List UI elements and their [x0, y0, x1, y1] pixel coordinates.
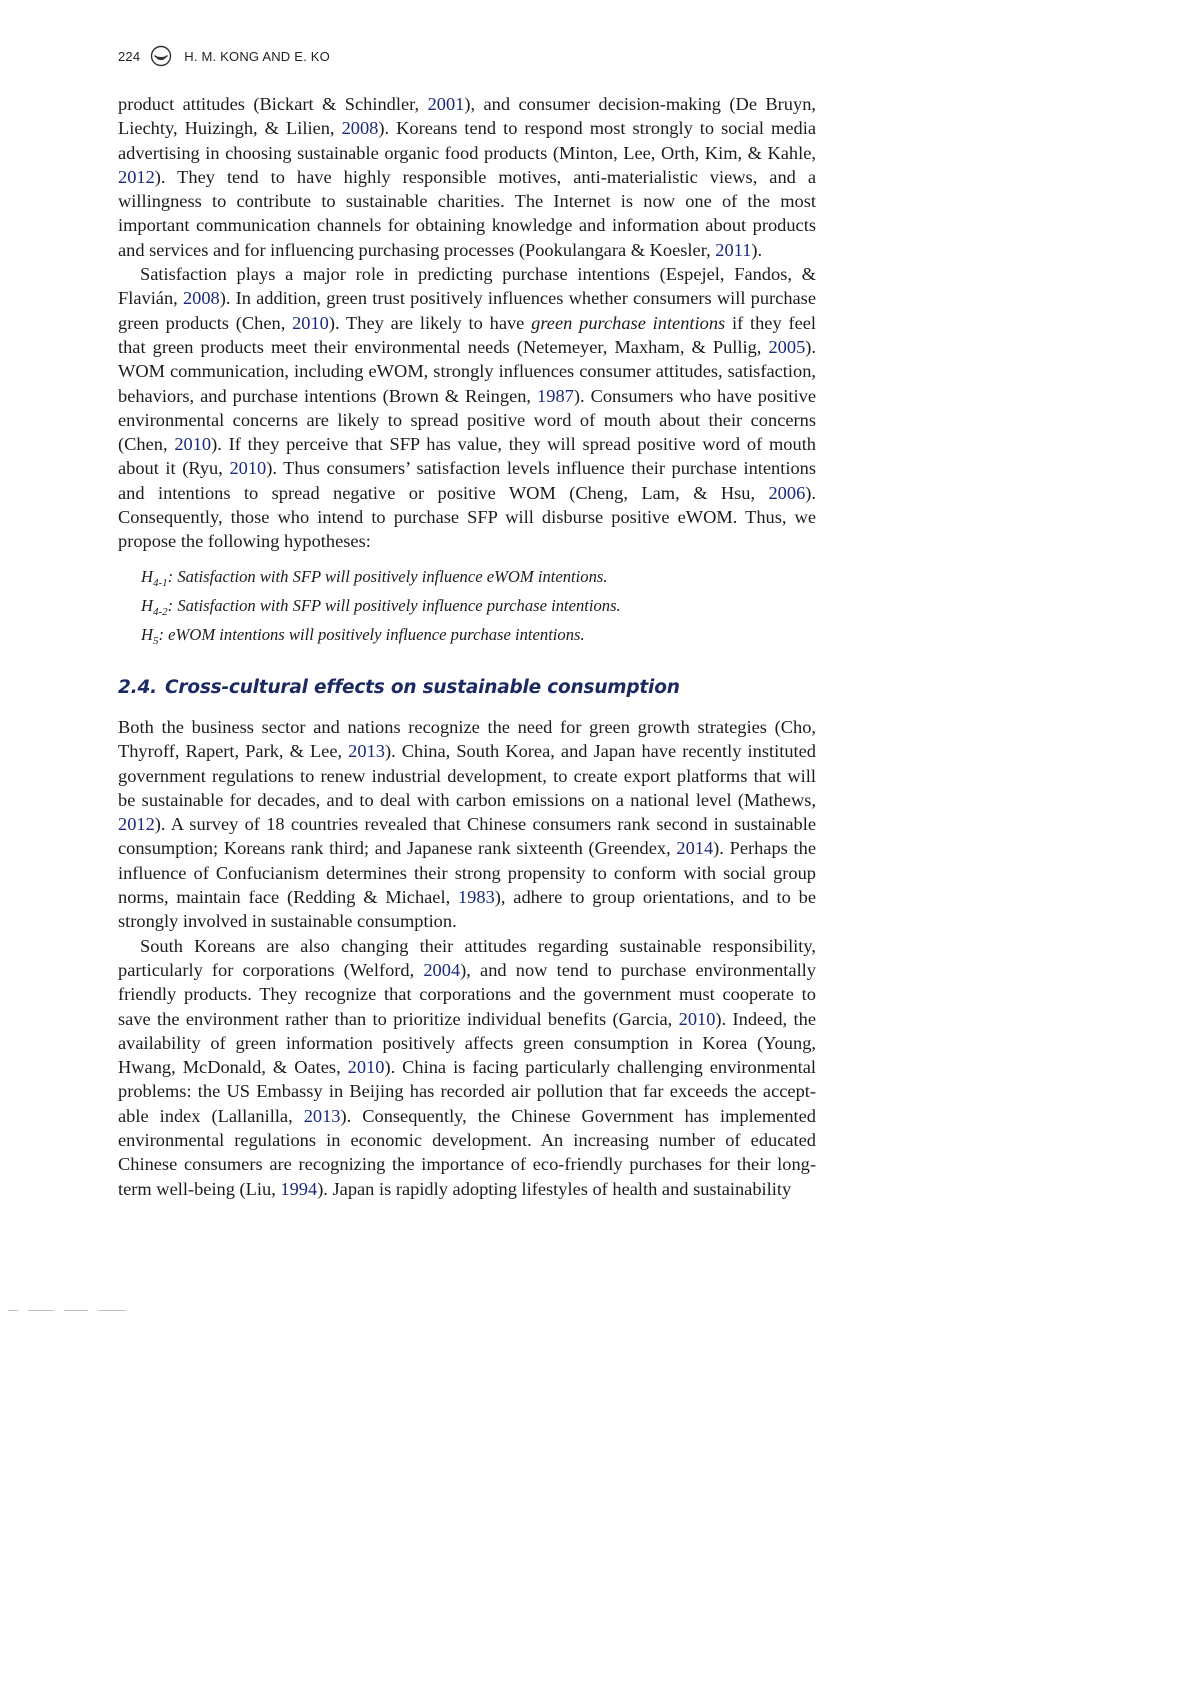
citation-year-link[interactable]: 2010 — [292, 312, 329, 333]
emphasis-text: green purchase intentions — [531, 312, 726, 333]
hypothesis-item: $H_5$: eWOM intentions will positively influence purchase intentions. — [141, 624, 585, 647]
citation-year-link[interactable]: 2010 — [347, 1057, 385, 1078]
hypothesis-item: $H_{4-1}$: Satisfaction with SFP will positively influence eWOM intentions. — [141, 566, 608, 589]
section-title: Cross-cultural effects on sustainable consumption — [165, 676, 680, 698]
citation-year-link[interactable]: 2010 — [229, 458, 267, 479]
citation-year-link[interactable]: 2006 — [768, 482, 806, 503]
running-head — [118, 45, 330, 67]
hypothesis-list — [118, 562, 816, 649]
citation-year-link[interactable]: 2001 — [427, 94, 465, 114]
paragraph: Both the business sector and nations recognize the need for green growth strategies (Cho, Thyroff, Rapert, Park, & Lee, 2013). China, South Korea, and Japan have recently instituted government regulations to renew industrial development, to create export platforms that will be sustainable for decades, and to deal with carbon emissions on a national level (Mathews, 2012). A survey of 18 countries revealed that Chinese consumers rank second in sustainable consumption; Koreans rank third; and Japanese rank sixteenth (Greendex, 2014). Perhaps the influence of Confucianism determines their strong propensity to conform with social group norms, maintain face (Redding & Michael, 1983), adhere to group orientations, and to be strongly involved in sustainable consumption. — [118, 716, 816, 932]
section-number: 2.4. — [118, 676, 158, 698]
paragraph: Satisfaction plays a major role in predicting purchase intentions (Espejel, Fandos, & Flavián, 2008). In addition, green trust positively influences whether consumers will purchase green products (Chen, 2010). They are likely to have green purchase intentions if they feel that green products meet their environmental needs (Netemeyer, Maxham, & Pullig, 2005). WOM communication, including eWOM, strongly influences consumer attitudes, satisfaction, behaviors, and purchase intentions (Brown & Reingen, 1987). Consumers who have positive environmental concerns are likely to spread positive word of mouth about their concerns (Chen, 2010). If they perceive that SFP has value, they will spread positive word of mouth about it (Ryu, 2010). Thus consumers’ satisfaction levels influence their purchase intentions and intentions to spread negative or positive WOM (Cheng, Lam, & Hsu, 2006). Consequently, those who intend to purchase SFP will disburse positive eWOM. Thus, we propose the following hypotheses: — [118, 264, 817, 552]
citation-year-link[interactable]: 1983 — [457, 887, 495, 908]
page-number: 224 — [118, 48, 141, 64]
citation-year-link[interactable]: 1994 — [280, 1178, 318, 1199]
paragraph: South Koreans are also changing their attitudes regarding sustainable responsibility, particularly for corporations (Welford, 2004), and now tend to purchase environmentally friendly products. They recognize that corporations and the government must cooperate to save the environment rather than to prioritize individual benefits (Garcia, 2010). Indeed, the availability of green information positively affects green consumption in Korea (Young, Hwang, McDonald, & Oates, 2010). China is facing particularly challenging environmental problems: the US Embassy in Beijing has recorded air pollution that far exceeds the acceptable index (Lallanilla, 2013). Consequently, the Chinese Government has implemented environmental regulations in economic development. An increasing number of educated Chinese consumers are recognizing the importance of eco-friendly purchases for their long-term well-being (Liu, 1994). Japan is rapidly adopting lifestyles of health and sustainability — [118, 935, 816, 1199]
citation-year-link[interactable]: 2014 — [676, 838, 714, 859]
citation-year-link[interactable]: 2010 — [174, 434, 212, 455]
citation-year-link[interactable]: 2005 — [768, 336, 806, 357]
publisher-logo-icon — [150, 45, 172, 67]
hypothesis-item: $H_{4-2}$: Satisfaction with SFP will positively influence purchase intentions. — [141, 595, 621, 618]
citation-year-link[interactable]: 2008 — [341, 118, 379, 139]
citation-year-link[interactable]: 2012 — [118, 166, 155, 187]
citation-year-link[interactable]: 2012 — [118, 814, 155, 835]
citation-year-link[interactable]: 2013 — [303, 1105, 341, 1126]
section-heading — [118, 676, 816, 700]
article-body — [118, 92, 816, 1201]
print-marks — [8, 1310, 126, 1314]
running-head-authors: H. M. KONG AND E. KO — [184, 48, 330, 64]
citation-year-link[interactable]: 2010 — [678, 1008, 716, 1029]
citation-year-link[interactable]: 2004 — [423, 959, 461, 980]
citation-year-link[interactable]: 2011 — [715, 239, 752, 260]
paragraph: product attitudes (Bickart & Schindler, 2001), and consumer decision-making (De Bruyn, Liechty, Huizingh, & Lilien, 2008). Koreans tend to respond most strongly to social media advertising in choosing sustainable organic food products (Minton, Lee, Orth, Kim, & Kahle, 2012). They tend to have highly responsible motives, anti-materialistic views, and a willingness to contribute to sustainable charities. The Internet is now one of the most important communication channels for obtaining knowledge and information about products and services and for influencing purchasing processes (Pookulangara & Koesler, 2011). — [118, 94, 816, 260]
citation-year-link[interactable]: 2008 — [182, 288, 220, 309]
citation-year-link[interactable]: 1987 — [537, 385, 574, 406]
citation-year-link[interactable]: 2013 — [348, 741, 385, 762]
